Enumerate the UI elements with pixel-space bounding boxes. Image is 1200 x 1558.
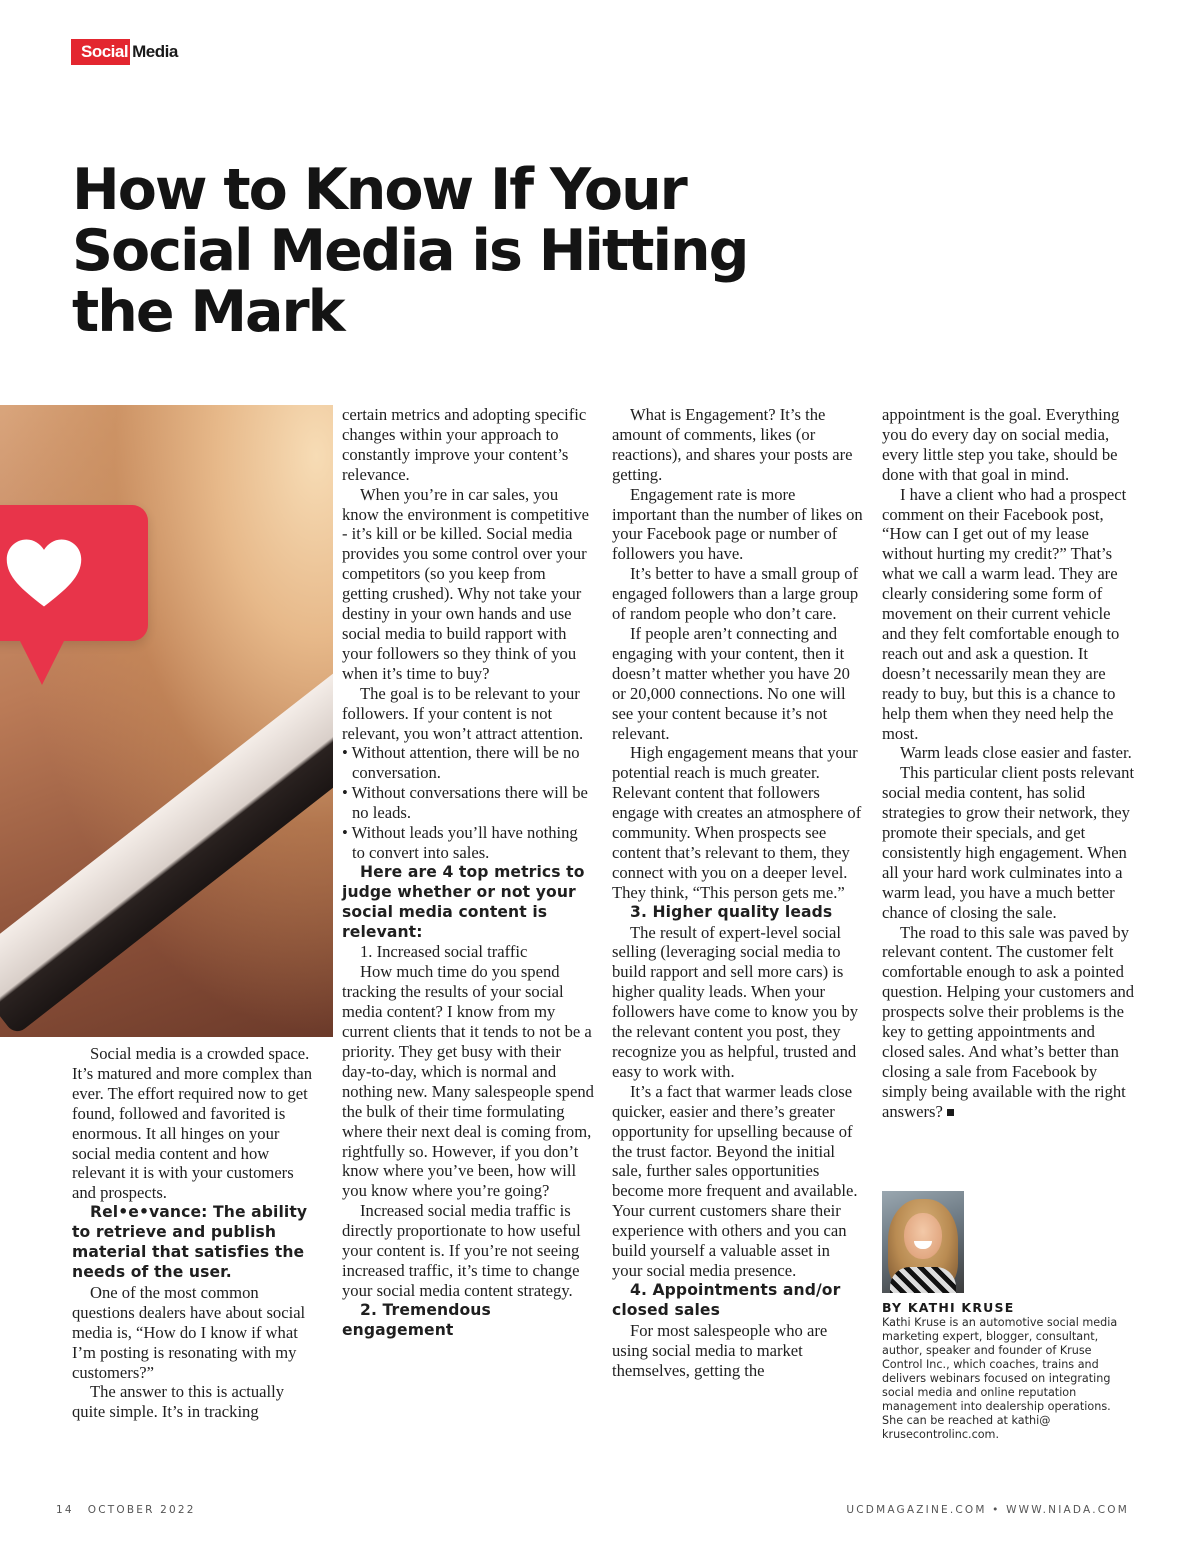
author-face — [904, 1213, 942, 1259]
subheading: Here are 4 top metrics to judge whether or not your social media content is relevant: — [342, 862, 585, 941]
paragraph: This particular client posts relevant social media content, has solid strategies to grow their network, they promote their specials, and get consistently high engagement. When all your hard work culminates into a warm lead, you have a much better chance of closing the sale. — [882, 763, 1135, 922]
subheading: Rel•e•vance: The ability to retrieve and publish material that satisfies the needs of the user. — [72, 1203, 308, 1281]
paragraph: The result of expert-level social selling (leveraging social media to build rapport and sell more cars) is higher quality leads. When your followers have come to know you by the relevant content you post, they recognize you as helpful, trusted and easy to work with. — [612, 922, 859, 1081]
paragraph — [882, 923, 1138, 1122]
paragraph: Social media is a crowded space. It’s matured and more complex than ever. The effort required now to get found, followed and favorited is enormous. It all hinges on your social media content and how relevant it is with your customers and prospects. — [72, 1044, 313, 1203]
paragraph: I have a client who had a prospect comment on their Facebook post, “How can I get out of my lease without hurting my credit?” That’s what we call a warm lead. They are clearly considering some form of movement on their current vehicle and they felt comfortable enough to reach out and ask a question. It doesn’t necessarily mean they are ready to buy, but this is a chance to help them when they need help the most. — [882, 484, 1127, 743]
article-column-1 — [72, 1044, 320, 1422]
list-heading: 1. Increased social traffic — [360, 942, 528, 962]
subheading: 3. Higher quality leads — [630, 902, 833, 921]
end-mark-icon — [947, 1109, 954, 1116]
paragraph: What is Engagement? It’s the amount of comments, likes (or reactions), and shares your posts are getting. — [612, 405, 853, 484]
paragraph: For most salespeople who are using social media to market themselves, getting the — [612, 1320, 828, 1380]
article-column-2 — [342, 405, 594, 1341]
paragraph: When you’re in car sales, you know the environment is competitive - it’s kill or be killed. Social media provides you some control over your competitors (so you keep from getting crushed). Why not take your destiny in your own hands and use social media to build rapport with your followers so they think of you when it’s time to buy? — [342, 484, 590, 683]
paragraph: How much time do you spend tracking the results of your social media content? I know from my current clients that it tends to not be a priority. They get busy with their day-to-day, which is normal and nothing new. Many salespeople spend the bulk of their time formulating where their next deal is coming from, rightfully so. However, if you don’t know where you’ve been, how will you know where you’re going? — [342, 962, 594, 1201]
author-byline: BY KATHI KRUSE — [882, 1300, 1015, 1315]
subheading: 4. Appointments and/or closed sales — [612, 1280, 841, 1319]
bubble-tail — [20, 641, 64, 685]
section-label-media: Media — [132, 42, 178, 61]
author-photo — [882, 1191, 964, 1293]
author-clothing — [890, 1267, 956, 1293]
bullet-item: • Without leads you’ll have nothing to convert into sales. — [342, 823, 578, 862]
section-label-social: Social — [71, 39, 130, 65]
page-number: 14 — [56, 1504, 74, 1516]
paragraph: High engagement means that your potential reach is much greater. Relevant content that followers engage with creates an atmosphere of community. When prospects see content that’s relevant to them, they connect with you on a deeper level. They think, “This person gets me.” — [612, 743, 862, 902]
paragraph: Increased social media traffic is directly proportionate to how useful your content is. If you’re not seeing increased traffic, it’s time to change your social media content strategy. — [342, 1201, 581, 1300]
paragraph: The goal is to be relevant to your followers. If your content is not relevant, you won’t attract attention. — [342, 683, 584, 743]
paragraph: If people aren’t connecting and engaging with your content, then it doesn’t matter whether you have 20 or 20,000 connections. No one will see your content because it’s not relevant. — [612, 623, 850, 743]
paragraph: certain metrics and adopting specific changes within your approach to constantly improve your content’s relevance. — [342, 405, 587, 484]
paragraph: One of the most common questions dealers have about social media is, “How do I know if what I’m posting is resonating with my customers?” — [72, 1282, 306, 1382]
page-folio — [56, 1504, 196, 1516]
heart-icon — [4, 537, 84, 609]
paragraph: It’s better to have a small group of engaged followers than a large group of random people who don’t care. — [612, 564, 859, 624]
paragraph: The answer to this is actually quite simple. It’s in tracking — [72, 1382, 285, 1422]
paragraph: Warm leads close easier and faster. — [900, 743, 1132, 763]
footer-websites: UCDMAGAZINE.COM • WWW.NIADA.COM — [846, 1504, 1129, 1516]
closing-paragraph-text: The road to this sale was paved by relevant content. The customer felt comfortable enough to ask a pointed question. Helping your customers and prospects solve their problems is the key to getting appointments and closed sales. And what’s better than closing a sale from Facebook by simply being available with the right answers? — [882, 922, 1135, 1121]
article-headline: How to Know If Your Social Media is Hitting the Mark — [72, 157, 748, 345]
bullet-item: • Without conversations there will be no leads. — [342, 783, 588, 823]
section-label — [71, 39, 178, 65]
subheading: 2. Tremendous engagement — [342, 1300, 491, 1339]
hero-photo — [0, 405, 333, 1037]
issue-date: OCTOBER 2022 — [87, 1504, 196, 1516]
paragraph: It’s a fact that warmer leads close quicker, easier and there’s greater opportunity for upselling because of the trust factor. Beyond the initial sale, further sales opportunities become more frequent and available. Your current customers share their experience with others and you can build yourself a valuable asset in your social media presence. — [612, 1081, 858, 1280]
article-column-4 — [882, 405, 1138, 1122]
article-column-3 — [612, 405, 864, 1380]
author-bio: Kathi Kruse is an automotive social media marketing expert, blogger, consultant, author, speaker and founder of Kruse Control Inc., which coaches, trains and delivers webinars focused on integrating social media and online reputation management into dealership operations. She can be reached at kathi@ krusecontrolinc.com. — [882, 1316, 1118, 1441]
bullet-item: • Without attention, there will be no conversation. — [342, 743, 580, 783]
paragraph: Engagement rate is more important than the number of likes on your Facebook page or number of followers you have. — [612, 484, 863, 564]
paragraph: appointment is the goal. Everything you do every day on social media, every little step you take, should be done with that goal in mind. — [882, 405, 1120, 484]
